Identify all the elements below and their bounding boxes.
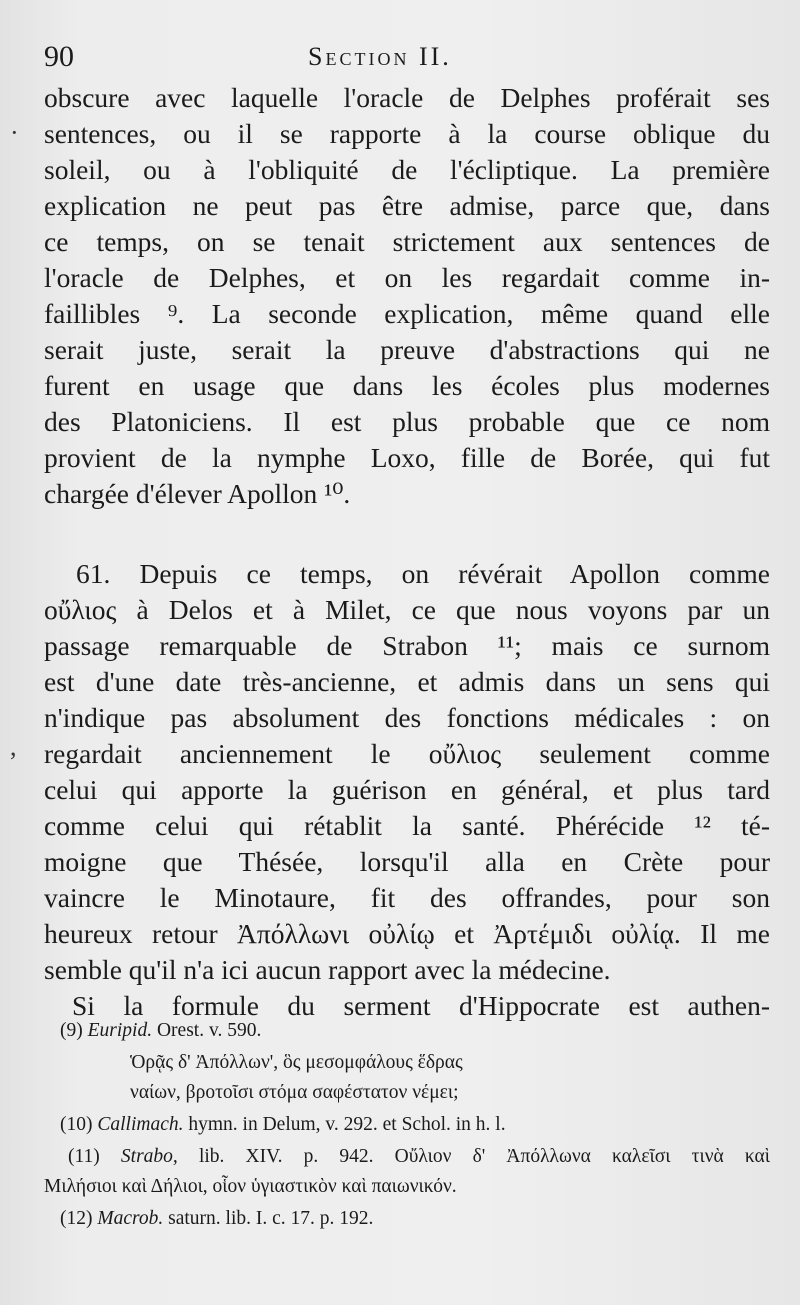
text-line: sentences, ou il se rapporte à la course oblique du: [44, 118, 770, 149]
text-line: est d'une date très-ancienne, et admis dans un sens qui: [44, 666, 770, 697]
text-line: regardait anciennement le οὔλιος seulement comme: [44, 738, 770, 769]
footnote-number: (11): [68, 1146, 100, 1167]
text-line: obscure avec laquelle l'oracle de Delphes proférait ses: [44, 82, 770, 113]
text-line: heureux retour Ἀπόλλωνι οὐλίῳ et Ἀρτέμιδι οὐλίᾳ. Il me: [44, 918, 770, 949]
text-line: explication ne peut pas être admise, parce que, dans: [44, 190, 770, 221]
text-line: vaincre le Minotaure, fit des offrandes, pour son: [44, 882, 770, 913]
footnote-11: [68, 1142, 770, 1172]
footnote-9-greek-line-1: Ὁρᾷς δ' Ἀπόλλων', ὃς μεσομφάλους ἕδρας: [130, 1052, 463, 1073]
footnote-author: Macrob.: [97, 1208, 164, 1229]
footnote-reference: Orest. v. 590.: [156, 1020, 262, 1041]
text-line: faillibles ⁹. La seconde explication, même quand elle: [44, 298, 770, 329]
paragraph-61-first-line: 61. Depuis ce temps, on révérait Apollon comme: [76, 558, 770, 589]
footnote-number: (9): [60, 1020, 83, 1041]
text-line: οὔλιος à Delos et à Milet, ce que nous voyons par un: [44, 594, 770, 625]
text-line: semble qu'il n'a ici aucun rapport avec la médecine.: [44, 954, 611, 985]
footnote-author: Euripid.: [87, 1020, 153, 1041]
footnote-author: Callimach.: [97, 1114, 184, 1135]
text-line: soleil, ou à l'obliquité de l'écliptique. La première: [44, 154, 770, 185]
text-line: furent en usage que dans les écoles plus modernes: [44, 370, 770, 401]
margin-mark: ·: [10, 118, 19, 147]
text-line: l'oracle de Delphes, et on les regardait comme in-: [44, 262, 770, 293]
footnote-number: (12): [60, 1208, 93, 1229]
page-header: [44, 36, 770, 76]
footnote-9: [60, 1016, 786, 1046]
text-line: moigne que Thésée, lorsqu'il alla en Crète pour: [44, 846, 770, 877]
text-line: ce temps, on se tenait strictement aux sentences de: [44, 226, 770, 257]
text-line: comme celui qui rétablit la santé. Phérécide ¹² té-: [44, 810, 770, 841]
footnote-author: Strabo,: [120, 1146, 178, 1167]
footnote-reference: lib. XIV. p. 942. Οὔλιον δ' Ἀπόλλωνα καλεῖσι τινὰ καὶ: [198, 1146, 771, 1167]
footnote-12: [60, 1204, 786, 1234]
text-line: chargée d'élever Apollon ¹⁰.: [44, 478, 351, 509]
text-line: des Platoniciens. Il est plus probable que ce nom: [44, 406, 770, 437]
text-line: passage remarquable de Strabon ¹¹; mais ce surnom: [44, 630, 770, 661]
running-head: Section II.: [308, 42, 452, 71]
footnote-10: [60, 1110, 786, 1140]
footnote-9-greek-line-2: ναίων, βροτοῖσι στόμα σαφέστατον νέμει;: [130, 1082, 459, 1103]
page-number: 90: [44, 40, 74, 73]
footnote-number: (10): [60, 1114, 93, 1135]
text-line: Si la formule du serment d'Hippocrate est authen-: [72, 990, 770, 1021]
footnote-11-line-2: Μιλήσιοι καὶ Δήλιοι, οἷον ὑγιαστικὸν καὶ παιωνικόν.: [44, 1176, 457, 1197]
footnote-reference: saturn. lib. I. c. 17. p. 192.: [168, 1208, 374, 1229]
text-line: provient de la nymphe Loxo, fille de Borée, qui fut: [44, 442, 770, 473]
text-line: n'indique pas absolument des fonctions médicales : on: [44, 702, 770, 733]
text-line: serait juste, serait la preuve d'abstractions qui ne: [44, 334, 770, 365]
text-line: celui qui apporte la guérison en général, et plus tard: [44, 774, 770, 805]
margin-mark: ,: [10, 732, 17, 761]
footnote-reference: hymn. in Delum, v. 292. et Schol. in h. l.: [188, 1114, 506, 1135]
